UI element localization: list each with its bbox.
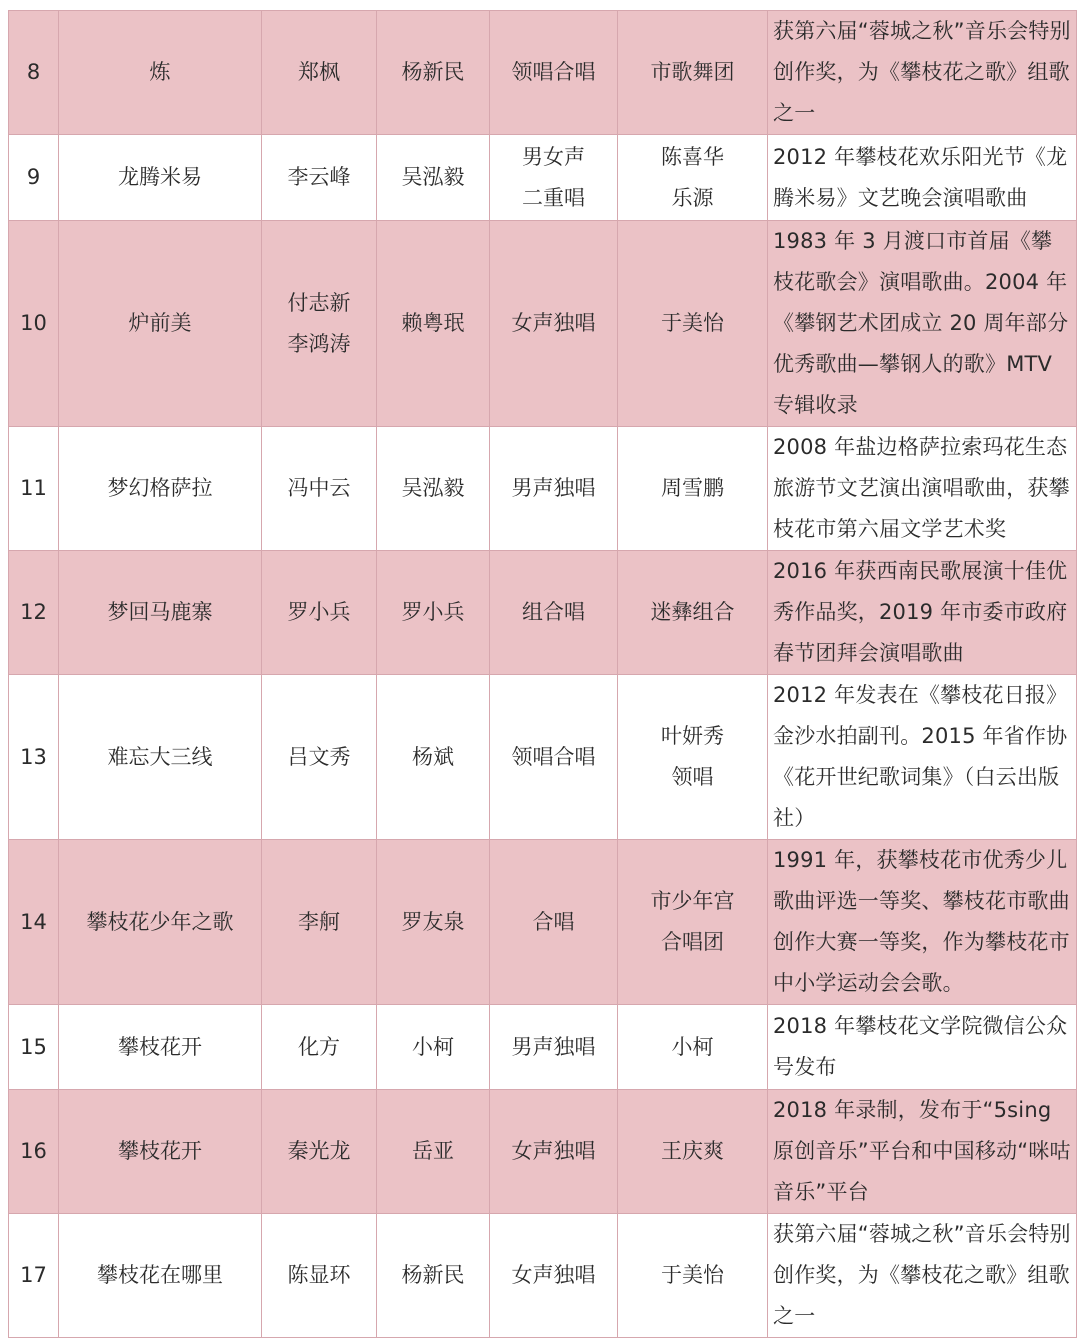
- cell-note: 1983 年 3 月渡口市首届《攀枝花歌会》演唱歌曲。2004 年《攀钢艺术团成立 20 周年部分优秀歌曲—攀钢人的歌》MTV 专辑收录: [768, 221, 1077, 427]
- cell-form: 领唱合唱: [490, 675, 618, 840]
- cell-lyricist: 陈显环: [262, 1214, 377, 1338]
- cell-title: 炼: [59, 11, 262, 135]
- cell-no: 12: [9, 551, 59, 675]
- cell-form: 男声独唱: [490, 1005, 618, 1090]
- cell-lyricist: 化方: [262, 1005, 377, 1090]
- cell-no: 10: [9, 221, 59, 427]
- cell-title: 攀枝花在哪里: [59, 1214, 262, 1338]
- cell-no: 16: [9, 1090, 59, 1214]
- cell-composer: 杨新民: [377, 1214, 490, 1338]
- cell-title: 攀枝花开: [59, 1005, 262, 1090]
- cell-title: 龙腾米易: [59, 135, 262, 221]
- cell-lyricist: 李云峰: [262, 135, 377, 221]
- songs-table: [8, 10, 1077, 1338]
- cell-no: 17: [9, 1214, 59, 1338]
- table-row: [9, 11, 1077, 135]
- cell-performer: 周雪鹏: [618, 427, 768, 551]
- cell-performer: 于美怡: [618, 1214, 768, 1338]
- table-row: [9, 840, 1077, 1005]
- cell-performer: 叶妍秀 领唱: [618, 675, 768, 840]
- cell-form: 男女声 二重唱: [490, 135, 618, 221]
- cell-note: 2012 年发表在《攀枝花日报》金沙水拍副刊。2015 年省作协《花开世纪歌词集》（白云出版社）: [768, 675, 1077, 840]
- cell-performer: 市少年宫 合唱团: [618, 840, 768, 1005]
- cell-no: 15: [9, 1005, 59, 1090]
- cell-note: 2018 年录制，发布于“5sing原创音乐”平台和中国移动“咪咕音乐”平台: [768, 1090, 1077, 1214]
- cell-note: 2018 年攀枝花文学院微信公众号发布: [768, 1005, 1077, 1090]
- cell-no: 11: [9, 427, 59, 551]
- cell-composer: 小柯: [377, 1005, 490, 1090]
- table-row: [9, 675, 1077, 840]
- cell-performer: 小柯: [618, 1005, 768, 1090]
- cell-no: 8: [9, 11, 59, 135]
- cell-composer: 吴泓毅: [377, 135, 490, 221]
- cell-lyricist: 冯中云: [262, 427, 377, 551]
- cell-composer: 岳亚: [377, 1090, 490, 1214]
- cell-performer: 迷彝组合: [618, 551, 768, 675]
- cell-form: 男声独唱: [490, 427, 618, 551]
- cell-note: 2016 年获西南民歌展演十佳优秀作品奖，2019 年市委市政府春节团拜会演唱歌曲: [768, 551, 1077, 675]
- cell-form: 女声独唱: [490, 1090, 618, 1214]
- table-row: [9, 1214, 1077, 1338]
- table-row: [9, 221, 1077, 427]
- cell-title: 炉前美: [59, 221, 262, 427]
- cell-composer: 吴泓毅: [377, 427, 490, 551]
- cell-performer: 市歌舞团: [618, 11, 768, 135]
- cell-performer: 陈喜华 乐源: [618, 135, 768, 221]
- table-row: [9, 551, 1077, 675]
- cell-note: 获第六届“蓉城之秋”音乐会特别创作奖，为《攀枝花之歌》组歌之一: [768, 11, 1077, 135]
- cell-note: 获第六届“蓉城之秋”音乐会特别创作奖，为《攀枝花之歌》组歌之一: [768, 1214, 1077, 1338]
- cell-lyricist: 罗小兵: [262, 551, 377, 675]
- cell-composer: 罗小兵: [377, 551, 490, 675]
- cell-note: 2012 年攀枝花欢乐阳光节《龙腾米易》文艺晚会演唱歌曲: [768, 135, 1077, 221]
- cell-title: 梦幻格萨拉: [59, 427, 262, 551]
- cell-form: 合唱: [490, 840, 618, 1005]
- cell-performer: 于美怡: [618, 221, 768, 427]
- cell-lyricist: 郑枫: [262, 11, 377, 135]
- cell-no: 14: [9, 840, 59, 1005]
- cell-lyricist: 秦光龙: [262, 1090, 377, 1214]
- table-row: [9, 1005, 1077, 1090]
- cell-form: 女声独唱: [490, 221, 618, 427]
- cell-performer: 王庆爽: [618, 1090, 768, 1214]
- cell-lyricist: 吕文秀: [262, 675, 377, 840]
- cell-title: 攀枝花开: [59, 1090, 262, 1214]
- cell-lyricist: 付志新 李鸿涛: [262, 221, 377, 427]
- cell-title: 梦回马鹿寨: [59, 551, 262, 675]
- table-row: [9, 427, 1077, 551]
- cell-form: 女声独唱: [490, 1214, 618, 1338]
- table-row: [9, 135, 1077, 221]
- cell-form: 组合唱: [490, 551, 618, 675]
- cell-lyricist: 李舸: [262, 840, 377, 1005]
- cell-composer: 杨新民: [377, 11, 490, 135]
- cell-composer: 杨斌: [377, 675, 490, 840]
- cell-form: 领唱合唱: [490, 11, 618, 135]
- cell-title: 难忘大三线: [59, 675, 262, 840]
- cell-note: 2008 年盐边格萨拉索玛花生态旅游节文艺演出演唱歌曲，获攀枝花市第六届文学艺术奖: [768, 427, 1077, 551]
- cell-no: 9: [9, 135, 59, 221]
- cell-no: 13: [9, 675, 59, 840]
- cell-composer: 赖粤珉: [377, 221, 490, 427]
- cell-composer: 罗友泉: [377, 840, 490, 1005]
- cell-note: 1991 年，获攀枝花市优秀少儿歌曲评选一等奖、攀枝花市歌曲创作大赛一等奖，作为攀枝花市中小学运动会会歌。: [768, 840, 1077, 1005]
- cell-title: 攀枝花少年之歌: [59, 840, 262, 1005]
- table-row: [9, 1090, 1077, 1214]
